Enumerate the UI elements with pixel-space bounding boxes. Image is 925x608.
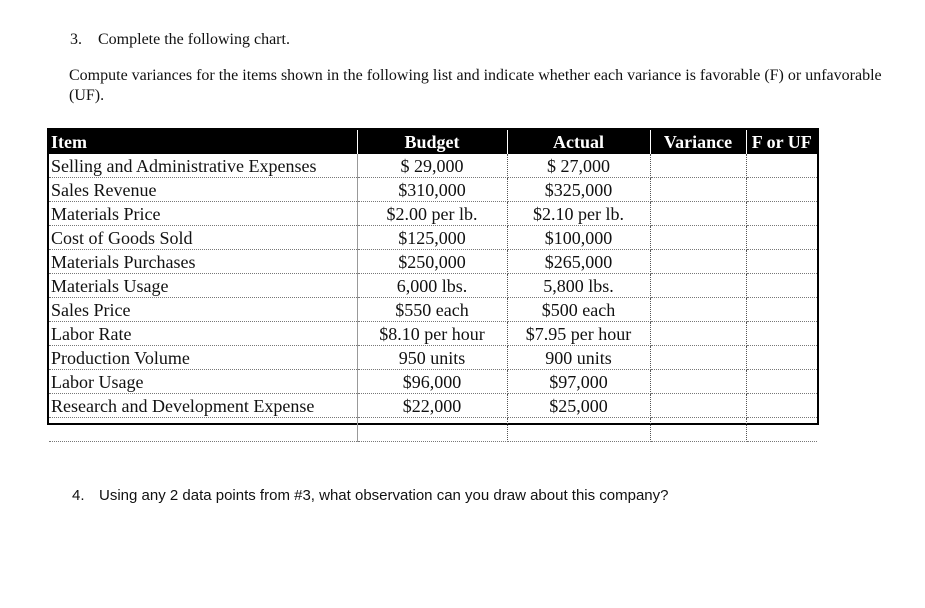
- budget-cell: $22,000: [357, 394, 507, 418]
- f-or-uf-cell[interactable]: [746, 418, 817, 442]
- budget-cell: $250,000: [357, 250, 507, 274]
- variance-table: [47, 128, 819, 425]
- budget-cell: $ 29,000: [357, 154, 507, 178]
- item-cell: [49, 418, 357, 442]
- variance-cell[interactable]: [650, 370, 746, 394]
- variance-cell[interactable]: [650, 154, 746, 178]
- variance-cell[interactable]: [650, 202, 746, 226]
- actual-cell: $100,000: [507, 226, 650, 250]
- variance-cell[interactable]: [650, 274, 746, 298]
- budget-cell: 950 units: [357, 346, 507, 370]
- question-4-number: 4.: [72, 487, 85, 504]
- f-or-uf-cell[interactable]: [746, 346, 817, 370]
- question-3-heading: [70, 31, 290, 49]
- item-cell: Sales Revenue: [49, 178, 357, 202]
- budget-cell: $8.10 per hour: [357, 322, 507, 346]
- f-or-uf-cell[interactable]: [746, 322, 817, 346]
- f-or-uf-cell[interactable]: [746, 202, 817, 226]
- item-cell: Materials Usage: [49, 274, 357, 298]
- f-or-uf-cell[interactable]: [746, 154, 817, 178]
- table-row: [49, 298, 817, 322]
- f-or-uf-cell[interactable]: [746, 226, 817, 250]
- question-3-title: Complete the following chart.: [98, 31, 290, 48]
- budget-cell: $96,000: [357, 370, 507, 394]
- table-row: [49, 226, 817, 250]
- table-row: [49, 322, 817, 346]
- table-row: [49, 370, 817, 394]
- actual-cell: $2.10 per lb.: [507, 202, 650, 226]
- header-variance: Variance: [650, 130, 746, 154]
- item-cell: Materials Purchases: [49, 250, 357, 274]
- f-or-uf-cell[interactable]: [746, 274, 817, 298]
- actual-cell: $7.95 per hour: [507, 322, 650, 346]
- budget-cell: $2.00 per lb.: [357, 202, 507, 226]
- f-or-uf-cell[interactable]: [746, 394, 817, 418]
- actual-cell: $ 27,000: [507, 154, 650, 178]
- table-row: [49, 178, 817, 202]
- f-or-uf-cell[interactable]: [746, 298, 817, 322]
- budget-cell: 6,000 lbs.: [357, 274, 507, 298]
- variance-cell[interactable]: [650, 322, 746, 346]
- table-row: [49, 418, 817, 442]
- table-row: [49, 250, 817, 274]
- question-3-number: 3.: [70, 31, 82, 48]
- item-cell: Materials Price: [49, 202, 357, 226]
- f-or-uf-cell[interactable]: [746, 178, 817, 202]
- table-header-row: [49, 130, 817, 154]
- budget-cell: $550 each: [357, 298, 507, 322]
- question-4: [72, 487, 669, 504]
- question-3-instructions: Compute variances for the items shown in the following list and indicate whether each variance is favorable (F) or unfavorable (UF).: [69, 67, 882, 104]
- item-cell: Labor Usage: [49, 370, 357, 394]
- variance-cell[interactable]: [650, 178, 746, 202]
- table-row: [49, 394, 817, 418]
- table-row: [49, 154, 817, 178]
- actual-cell: [507, 418, 650, 442]
- item-cell: Labor Rate: [49, 322, 357, 346]
- budget-cell: [357, 418, 507, 442]
- actual-cell: 900 units: [507, 346, 650, 370]
- budget-cell: $125,000: [357, 226, 507, 250]
- item-cell: Cost of Goods Sold: [49, 226, 357, 250]
- table-row: [49, 346, 817, 370]
- budget-cell: $310,000: [357, 178, 507, 202]
- variance-cell[interactable]: [650, 250, 746, 274]
- question-4-text: Using any 2 data points from #3, what observation can you draw about this company?: [99, 487, 669, 504]
- item-cell: Production Volume: [49, 346, 357, 370]
- actual-cell: $325,000: [507, 178, 650, 202]
- item-cell: Sales Price: [49, 298, 357, 322]
- f-or-uf-cell[interactable]: [746, 250, 817, 274]
- actual-cell: $97,000: [507, 370, 650, 394]
- actual-cell: 5,800 lbs.: [507, 274, 650, 298]
- item-cell: Research and Development Expense: [49, 394, 357, 418]
- item-cell: Selling and Administrative Expenses: [49, 154, 357, 178]
- actual-cell: $25,000: [507, 394, 650, 418]
- header-item: Item: [49, 130, 357, 154]
- header-f-or-uf: F or UF: [746, 130, 817, 154]
- header-actual: Actual: [507, 130, 650, 154]
- variance-cell[interactable]: [650, 298, 746, 322]
- table-row: [49, 202, 817, 226]
- variance-cell[interactable]: [650, 418, 746, 442]
- variance-cell[interactable]: [650, 226, 746, 250]
- f-or-uf-cell[interactable]: [746, 370, 817, 394]
- header-budget: Budget: [357, 130, 507, 154]
- actual-cell: $265,000: [507, 250, 650, 274]
- table-row: [49, 274, 817, 298]
- variance-cell[interactable]: [650, 394, 746, 418]
- actual-cell: $500 each: [507, 298, 650, 322]
- variance-cell[interactable]: [650, 346, 746, 370]
